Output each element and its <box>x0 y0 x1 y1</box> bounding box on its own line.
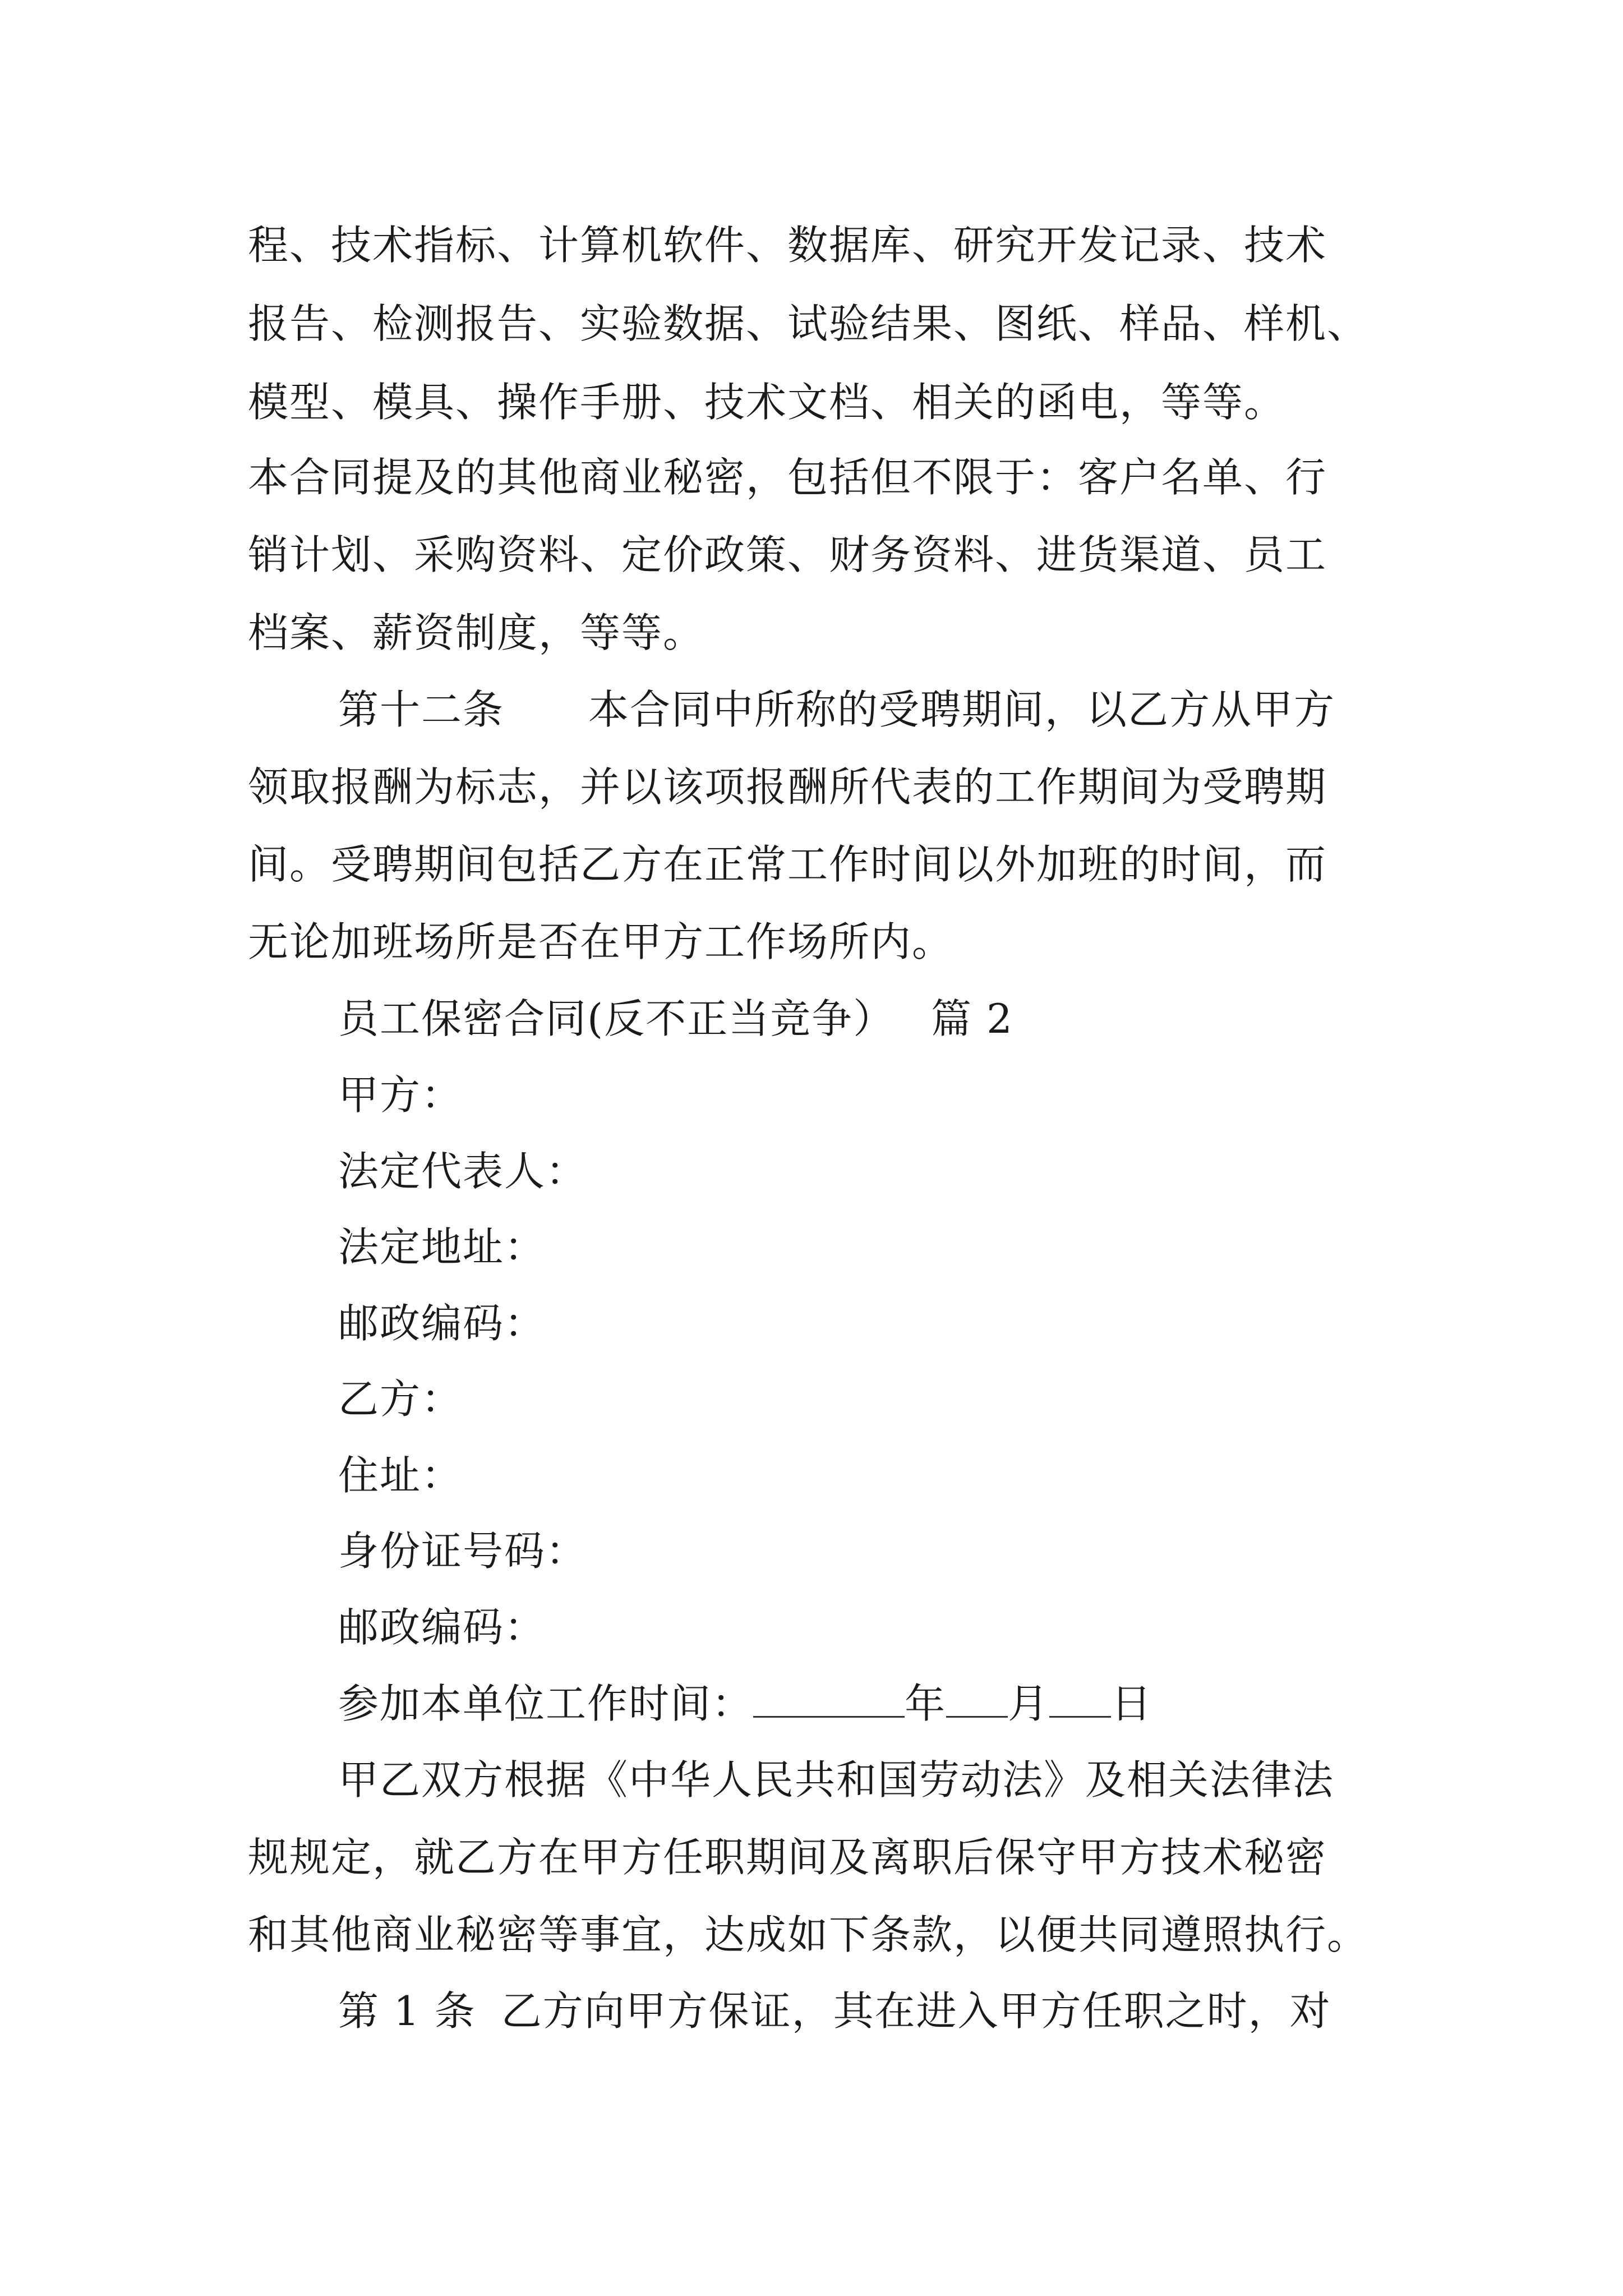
contract-part-label: 篇 2 <box>931 995 1013 1042</box>
field-postal-code-b: 邮政编码： <box>338 1604 546 1651</box>
preamble-line: 和其他商业秘密等事宜，达成如下条款，以便共同遵照执行。 <box>248 1911 1369 1958</box>
month-label: 月 <box>1008 1680 1050 1727</box>
article-1-line <box>338 1986 1331 2036</box>
field-party-a: 甲方： <box>338 1071 463 1119</box>
paragraph-line: 模型、模具、操作手册、技术文档、相关的函电，等等。 <box>248 379 1286 426</box>
field-party-b: 乙方： <box>338 1375 463 1423</box>
field-legal-address: 法定地址： <box>338 1223 546 1271</box>
paragraph-line: 档案、薪资制度，等等。 <box>248 609 705 656</box>
article-1-heading: 第 1 条 <box>338 1987 476 2035</box>
paragraph-line: 销计划、采购资料、定价政策、财务资料、进货渠道、员工 <box>248 531 1327 578</box>
field-postal-code-a: 邮政编码： <box>338 1300 546 1347</box>
join-date-line <box>338 1678 1152 1729</box>
day-blank <box>1049 1681 1111 1718</box>
paragraph-line: 报告、检测报告、实验数据、试验结果、图纸、样品、样机、 <box>248 300 1369 347</box>
join-date-label: 参加本单位工作时间： <box>338 1680 754 1727</box>
article-12-first-line <box>338 684 1335 735</box>
year-label: 年 <box>905 1680 947 1727</box>
preamble-line: 规规定，就乙方在甲方任职期间及离职后保守甲方技术秘密 <box>248 1834 1327 1881</box>
article-12-heading: 第十二条 <box>338 686 505 733</box>
article-12-line: 领取报酬为标志，并以该项报酬所代表的工作期间为受聘期 <box>248 763 1327 811</box>
article-12-line: 无论加班场所是否在甲方工作场所内。 <box>248 918 954 965</box>
contract-title-text: 员工保密合同(反不正当竞争） <box>338 995 895 1042</box>
article-12-text: 本合同中所称的受聘期间，以乙方从甲方 <box>588 686 1336 733</box>
field-id-number: 身份证号码： <box>338 1527 588 1575</box>
month-blank <box>946 1681 1008 1718</box>
article-12-line: 间。受聘期间包括乙方在正常工作时间以外加班的时间，而 <box>248 841 1327 888</box>
article-1-text: 乙方向甲方保证，其在进入甲方任职之时，对 <box>501 1987 1331 2035</box>
paragraph-line: 程、技术指标、计算机软件、数据库、研究开发记录、技术 <box>248 222 1327 269</box>
paragraph-line: 本合同提及的其他商业秘密，包括但不限于：客户名单、行 <box>248 454 1327 501</box>
year-blank <box>753 1681 905 1718</box>
field-legal-representative: 法定代表人： <box>338 1148 588 1195</box>
day-label: 日 <box>1111 1680 1153 1727</box>
preamble-line: 甲乙双方根据《中华人民共和国劳动法》及相关法律法 <box>338 1756 1335 1803</box>
contract-title <box>338 993 1013 1044</box>
field-address: 住址： <box>338 1452 463 1499</box>
